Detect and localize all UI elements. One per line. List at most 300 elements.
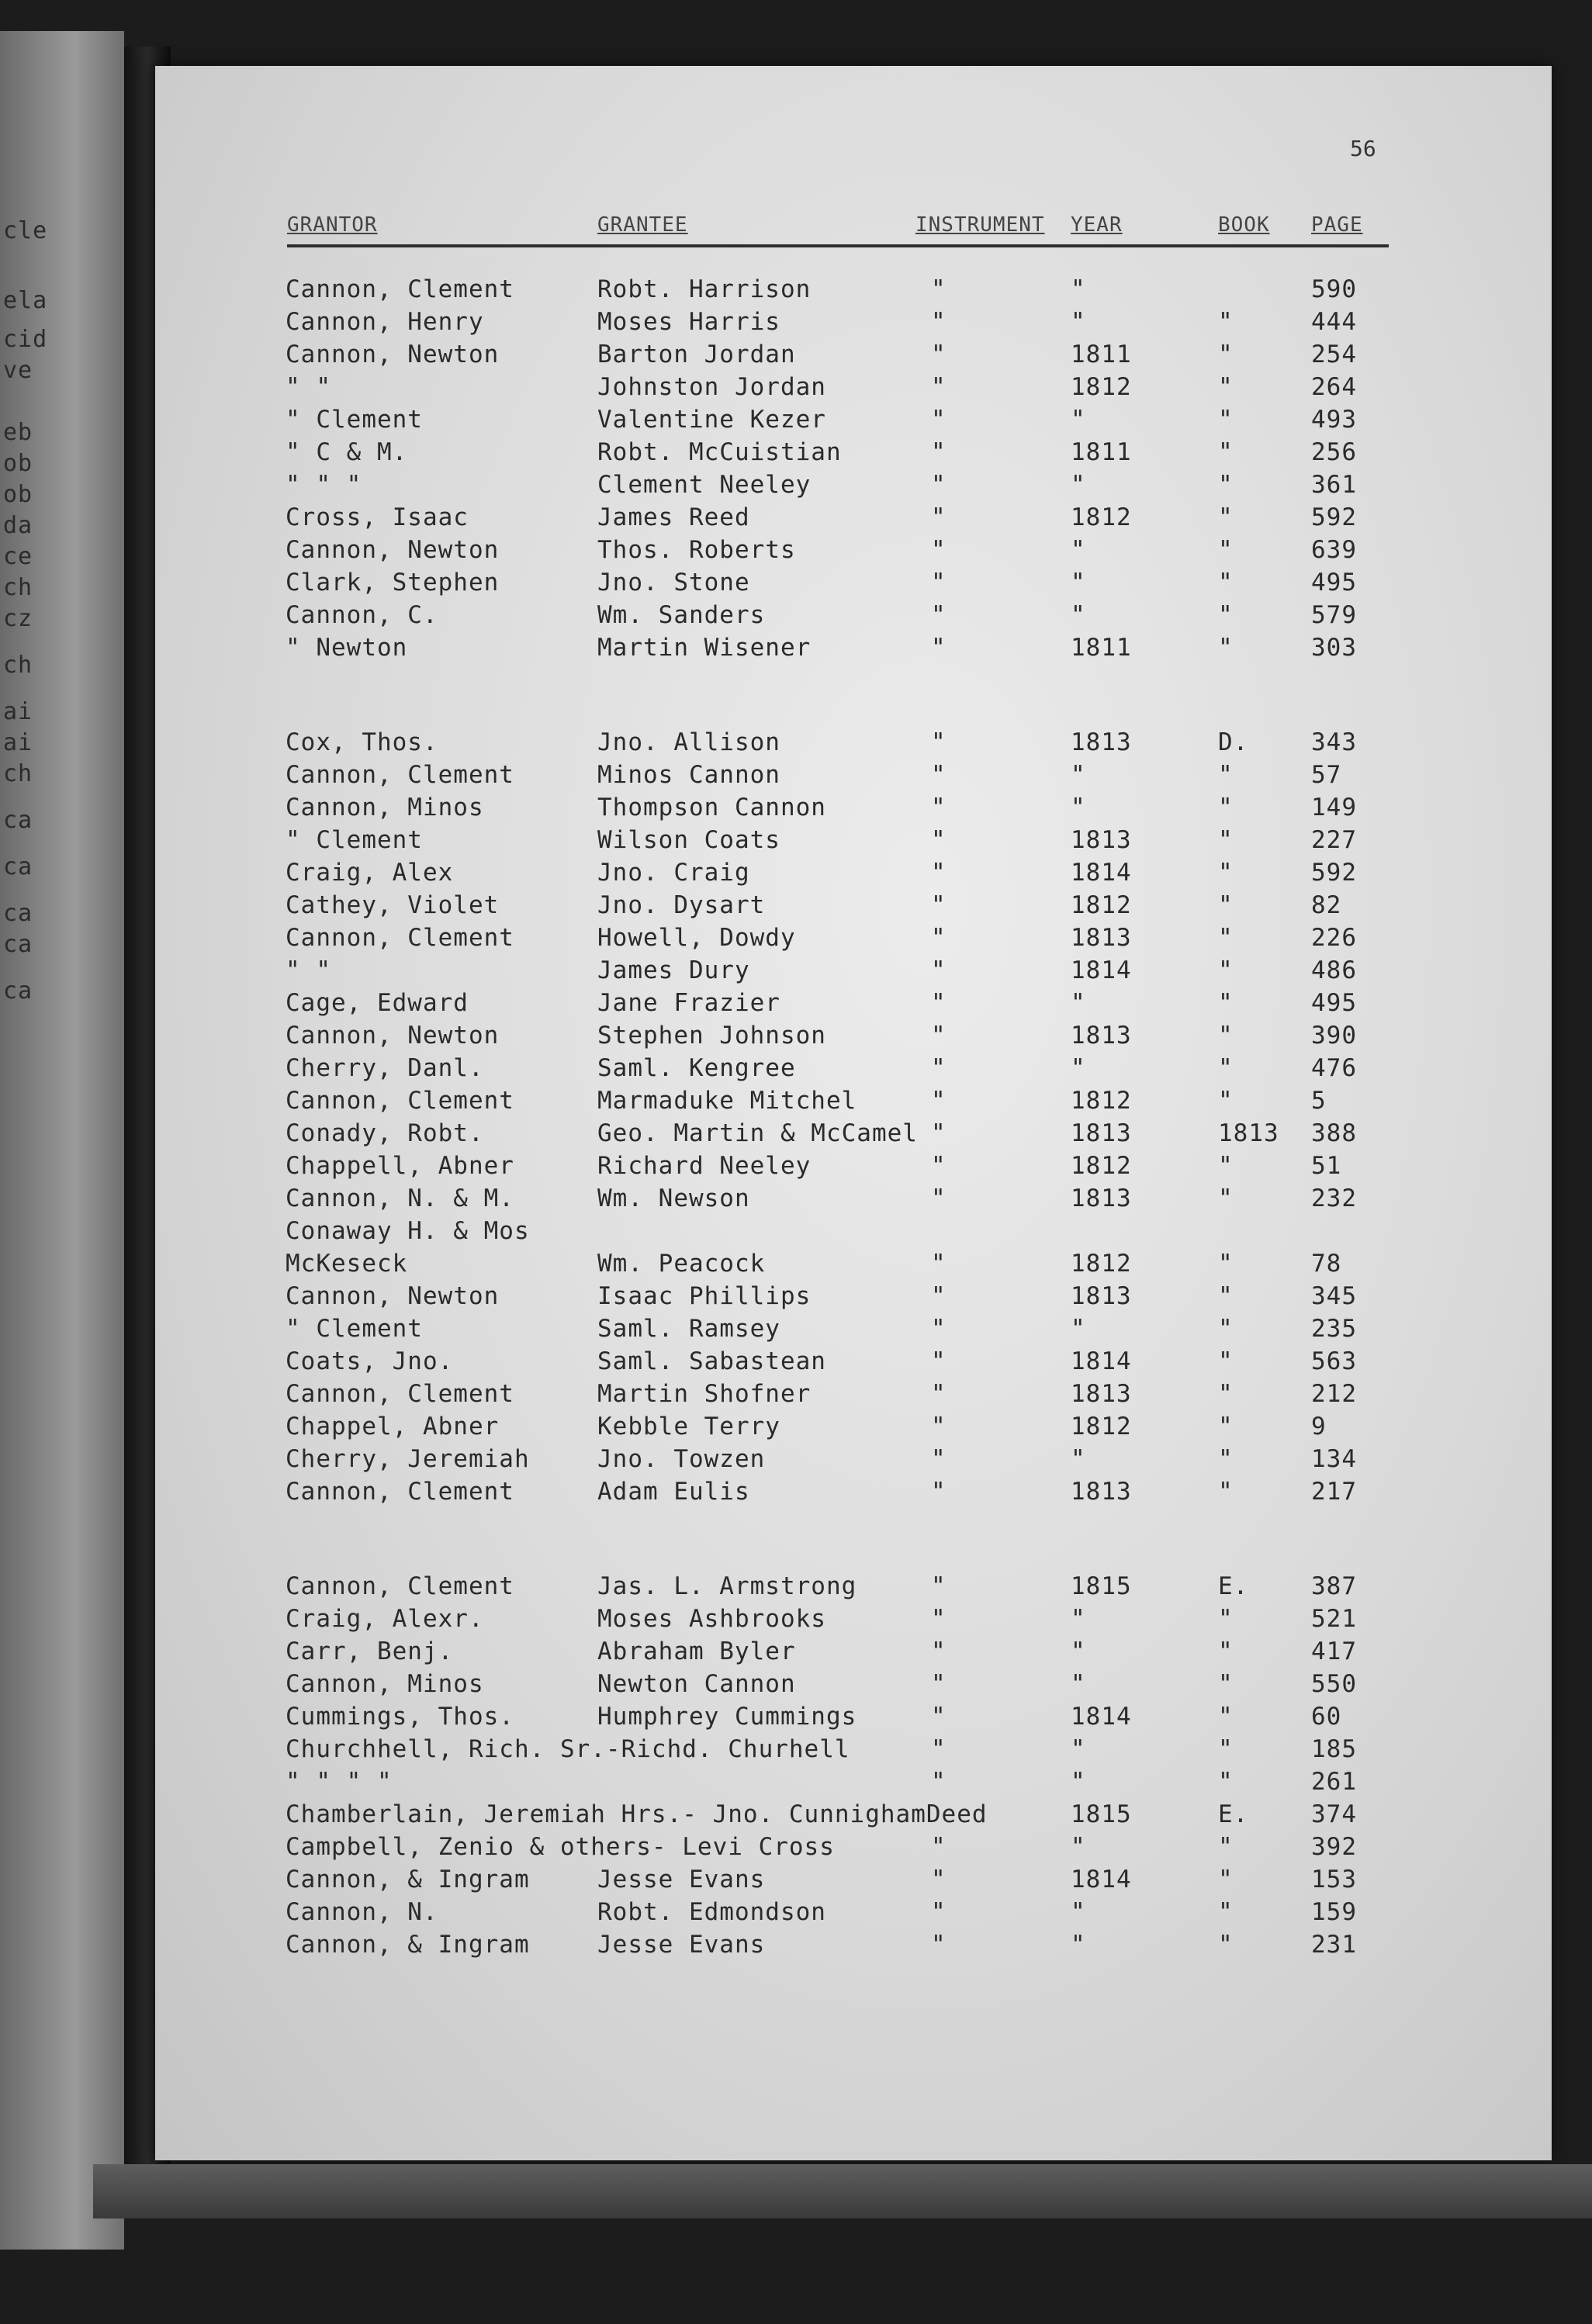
grantor-cell: Cherry, Jeremiah — [286, 1445, 530, 1473]
page-cell: 444 — [1311, 308, 1357, 336]
grantee-cell: Adam Eulis — [597, 1478, 750, 1506]
grantor-cell: Cannon, Clement — [286, 275, 514, 303]
grantee-cell: Humphrey Cummings — [597, 1703, 857, 1731]
instrument-cell: " — [931, 601, 947, 629]
grantor-cell: Cannon, & Ingram — [286, 1866, 530, 1893]
table-row — [155, 1768, 1552, 1799]
table-row — [155, 1022, 1552, 1053]
table-row — [155, 471, 1552, 502]
grantee-cell: Wm. Peacock — [597, 1250, 766, 1278]
grantor-cell: " " — [286, 373, 331, 401]
grantor-cell: Conaway H. & Mos — [286, 1217, 530, 1245]
book-cell: E. — [1218, 1572, 1249, 1600]
instrument-cell: " — [931, 1347, 947, 1375]
table-row — [155, 1054, 1552, 1085]
instrument-cell: " — [931, 1380, 947, 1408]
book-cell: " — [1218, 503, 1234, 531]
grantor-cell: Cannon, Newton — [286, 1022, 500, 1050]
grantor-cell: " Newton — [286, 634, 408, 662]
book-cell: " — [1218, 1152, 1234, 1180]
grantee-cell: Jno. Towzen — [597, 1445, 766, 1473]
grantor-cell: Cannon, Clement — [286, 924, 514, 952]
table-row — [155, 826, 1552, 857]
page-cell: 495 — [1311, 989, 1357, 1017]
page-cell: 134 — [1311, 1445, 1357, 1473]
grantee-cell: Martin Wisener — [597, 634, 812, 662]
table-row — [155, 1898, 1552, 1929]
year-cell: 1815 — [1071, 1572, 1132, 1600]
instrument-cell: " — [931, 1250, 947, 1278]
table-row — [155, 536, 1552, 567]
table-row — [155, 406, 1552, 437]
year-cell: 1815 — [1071, 1800, 1132, 1828]
year-cell: 1812 — [1071, 1413, 1132, 1440]
grantor-cell: " Clement — [286, 826, 423, 854]
table-row — [155, 1866, 1552, 1897]
grantor-cell: McKeseck — [286, 1250, 408, 1278]
grantor-cell: Conady, Robt. — [286, 1119, 484, 1147]
table-row — [155, 308, 1552, 339]
grantee-cell: Johnston Jordan — [597, 373, 826, 401]
table-row — [155, 1152, 1552, 1183]
year-cell: " — [1071, 1605, 1086, 1633]
instrument-cell: " — [931, 373, 947, 401]
grantor-cell: Cummings, Thos. — [286, 1703, 514, 1731]
book-cell: " — [1218, 761, 1234, 789]
year-cell: 1813 — [1071, 728, 1132, 756]
grantee-cell: Valentine Kezer — [597, 406, 826, 434]
grantee-cell: Howell, Dowdy — [597, 924, 796, 952]
instrument-cell: " — [931, 308, 947, 336]
grantor-cell: Cannon, Clement — [286, 1087, 514, 1115]
header-grantee: GRANTEE — [597, 213, 688, 237]
year-cell: " — [1071, 406, 1086, 434]
grantee-cell: Jane Frazier — [597, 989, 780, 1017]
book-cell: " — [1218, 1605, 1234, 1633]
page-cell: 212 — [1311, 1380, 1357, 1408]
grantor-cell: Cannon, Minos — [286, 794, 484, 821]
table-row — [155, 1413, 1552, 1444]
page-cell: 495 — [1311, 569, 1357, 597]
book-cell: " — [1218, 1054, 1234, 1082]
grantor-cell: Cage, Edward — [286, 989, 469, 1017]
table-row — [155, 1703, 1552, 1734]
instrument-cell: " — [931, 859, 947, 887]
table-row — [155, 503, 1552, 534]
grantor-cell: Craig, Alexr. — [286, 1605, 484, 1633]
book-cell: " — [1218, 1250, 1234, 1278]
book-cell: " — [1218, 1670, 1234, 1698]
page-cell: 345 — [1311, 1282, 1357, 1310]
instrument-cell: " — [931, 891, 947, 919]
page-cell: 9 — [1311, 1413, 1327, 1440]
book-cell: D. — [1218, 728, 1249, 756]
grantor-cell: Cannon, Clement — [286, 1478, 514, 1506]
grantee-cell: Jno. Craig — [597, 859, 750, 887]
table-row — [155, 794, 1552, 825]
year-cell: 1813 — [1071, 1478, 1132, 1506]
instrument-cell: " — [931, 1119, 947, 1147]
header-book: BOOK — [1218, 213, 1270, 237]
header-year: YEAR — [1071, 213, 1123, 237]
instrument-cell: " — [931, 1931, 947, 1959]
left-page-text-fragment: ai — [3, 698, 33, 725]
page-cell: 5 — [1311, 1087, 1327, 1115]
grantee-cell: Jno. Allison — [597, 728, 780, 756]
grantor-cell: Coats, Jno. — [286, 1347, 454, 1375]
instrument-cell: " — [931, 1445, 947, 1473]
book-cell: " — [1218, 1184, 1234, 1212]
table-row — [155, 1638, 1552, 1669]
header-page: PAGE — [1311, 213, 1363, 237]
left-page-text-fragment: ca — [3, 977, 33, 1005]
page-cell: 563 — [1311, 1347, 1357, 1375]
instrument-cell: " — [931, 924, 947, 952]
grantor-cell: Cannon, Minos — [286, 1670, 484, 1698]
grantee-cell: Geo. Martin & McCamel — [597, 1119, 918, 1147]
instrument-cell: " — [931, 989, 947, 1017]
page-cell: 226 — [1311, 924, 1357, 952]
page-cell: 361 — [1311, 471, 1357, 499]
grantor-cell: Cannon, Clement — [286, 1380, 514, 1408]
book-cell: " — [1218, 1735, 1234, 1763]
year-cell: 1813 — [1071, 826, 1132, 854]
instrument-cell: " — [931, 1898, 947, 1926]
book-cell: " — [1218, 373, 1234, 401]
table-row — [155, 438, 1552, 469]
year-cell: 1812 — [1071, 1087, 1132, 1115]
grantor-cell: Cannon, Clement — [286, 761, 514, 789]
table-row — [155, 1931, 1552, 1962]
column-header-row — [287, 213, 1389, 247]
instrument-cell: " — [931, 1087, 947, 1115]
grantor-cell: Clark, Stephen — [286, 569, 500, 597]
page-cell: 149 — [1311, 794, 1357, 821]
book-cell: " — [1218, 438, 1234, 466]
instrument-cell: " — [931, 1184, 947, 1212]
grantee-cell: Minos Cannon — [597, 761, 780, 789]
book-cell: E. — [1218, 1800, 1249, 1828]
grantee-cell: Martin Shofner — [597, 1380, 812, 1408]
book-cell: " — [1218, 794, 1234, 821]
grantee-cell: Wm. Sanders — [597, 601, 766, 629]
grantor-cell: Cannon, N. & M. — [286, 1184, 514, 1212]
year-cell: " — [1071, 471, 1086, 499]
instrument-cell: " — [931, 1478, 947, 1506]
year-cell: 1813 — [1071, 1022, 1132, 1050]
instrument-cell: " — [931, 438, 947, 466]
year-cell: 1813 — [1071, 1282, 1132, 1310]
instrument-cell: " — [931, 1152, 947, 1180]
page-cell: 185 — [1311, 1735, 1357, 1763]
grantee-cell: Robt. Harrison — [597, 275, 812, 303]
left-page-text-fragment: cid — [3, 326, 48, 353]
page-cell: 521 — [1311, 1605, 1357, 1633]
grantor-cell: " Clement — [286, 406, 423, 434]
instrument-cell: " — [931, 1833, 947, 1861]
book-cell: " — [1218, 471, 1234, 499]
table-row — [155, 891, 1552, 922]
year-cell: 1813 — [1071, 1380, 1132, 1408]
instrument-cell: " — [931, 1572, 947, 1600]
book-cell: " — [1218, 1445, 1234, 1473]
page-cell: 82 — [1311, 891, 1342, 919]
grantee-cell: Wilson Coats — [597, 826, 780, 854]
table-row — [155, 1445, 1552, 1476]
table-row — [155, 1282, 1552, 1313]
grantor-cell: Churchhell, Rich. Sr.-Richd. Churhell — [286, 1735, 850, 1763]
year-cell: " — [1071, 536, 1086, 564]
page-cell: 217 — [1311, 1478, 1357, 1506]
instrument-cell: " — [931, 406, 947, 434]
grantee-cell: Richard Neeley — [597, 1152, 812, 1180]
table-row — [155, 1315, 1552, 1346]
table-row — [155, 373, 1552, 404]
grantee-cell: Jas. L. Armstrong — [597, 1572, 857, 1600]
grantee-cell: Marmaduke Mitchel — [597, 1087, 857, 1115]
grantor-cell: Cathey, Violet — [286, 891, 500, 919]
instrument-cell: " — [931, 275, 947, 303]
grantee-cell: Barton Jordan — [597, 341, 796, 368]
page-cell: 159 — [1311, 1898, 1357, 1926]
book-cell: " — [1218, 1638, 1234, 1665]
grantor-cell: Chappell, Abner — [286, 1152, 514, 1180]
year-cell: 1814 — [1071, 956, 1132, 984]
year-cell: 1811 — [1071, 634, 1132, 662]
year-cell: 1811 — [1071, 438, 1132, 466]
book-cell: " — [1218, 1347, 1234, 1375]
instrument-cell: " — [931, 569, 947, 597]
year-cell: " — [1071, 1315, 1086, 1343]
page-cell: 639 — [1311, 536, 1357, 564]
instrument-cell: " — [931, 794, 947, 821]
year-cell: " — [1071, 1670, 1086, 1698]
book-cell: " — [1218, 406, 1234, 434]
grantee-cell: Thos. Roberts — [597, 536, 796, 564]
table-row — [155, 569, 1552, 600]
year-cell: " — [1071, 989, 1086, 1017]
page-cell: 256 — [1311, 438, 1357, 466]
year-cell: " — [1071, 308, 1086, 336]
page-cell: 493 — [1311, 406, 1357, 434]
left-page-text-fragment: ca — [3, 900, 33, 927]
book-cell: " — [1218, 1931, 1234, 1959]
grantor-cell: Cannon, Clement — [286, 1572, 514, 1600]
page-cell: 374 — [1311, 1800, 1357, 1828]
book-cell: " — [1218, 1833, 1234, 1861]
book-cell: " — [1218, 891, 1234, 919]
page-cell: 387 — [1311, 1572, 1357, 1600]
grantee-cell: Jno. Dysart — [597, 891, 766, 919]
year-cell: 1812 — [1071, 373, 1132, 401]
grantee-cell: Robt. McCuistian — [597, 438, 842, 466]
instrument-cell: " — [931, 1413, 947, 1440]
grantor-cell: Cox, Thos. — [286, 728, 438, 756]
grantor-cell: " Clement — [286, 1315, 423, 1343]
table-row — [155, 634, 1552, 665]
grantor-cell: Cross, Isaac — [286, 503, 469, 531]
grantor-cell: " " " " — [286, 1768, 393, 1796]
year-cell: 1814 — [1071, 1347, 1132, 1375]
instrument-cell: " — [931, 634, 947, 662]
left-page-text-fragment: ca — [3, 931, 33, 958]
instrument-cell: " — [931, 1282, 947, 1310]
table-row — [155, 1347, 1552, 1378]
grantee-cell: Saml. Sabastean — [597, 1347, 826, 1375]
book-cell: " — [1218, 634, 1234, 662]
page-cell: 590 — [1311, 275, 1357, 303]
instrument-cell: " — [931, 1670, 947, 1698]
grantor-cell: " " — [286, 956, 331, 984]
left-page-text-fragment: cle — [3, 217, 48, 244]
instrument-cell: " — [931, 1315, 947, 1343]
book-cell: " — [1218, 1087, 1234, 1115]
page-number: 56 — [1350, 136, 1376, 161]
table-row — [155, 1184, 1552, 1216]
book-cell: " — [1218, 989, 1234, 1017]
table-row — [155, 1833, 1552, 1864]
page-cell: 78 — [1311, 1250, 1342, 1278]
year-cell: " — [1071, 275, 1086, 303]
page-cell: 417 — [1311, 1638, 1357, 1665]
book-cell: " — [1218, 956, 1234, 984]
page-cell: 261 — [1311, 1768, 1357, 1796]
table-row — [155, 1217, 1552, 1248]
grantor-cell: Cannon, & Ingram — [286, 1931, 530, 1959]
book-cell: " — [1218, 924, 1234, 952]
year-cell: " — [1071, 1054, 1086, 1082]
page-cell: 57 — [1311, 761, 1342, 789]
instrument-cell: " — [931, 341, 947, 368]
year-cell: 1813 — [1071, 1184, 1132, 1212]
left-page-text-fragment: da — [3, 512, 33, 539]
page-cell: 235 — [1311, 1315, 1357, 1343]
year-cell: " — [1071, 761, 1086, 789]
left-page-text-fragment: cz — [3, 605, 33, 632]
document-page — [155, 66, 1552, 2160]
left-page-text-fragment: ca — [3, 807, 33, 834]
year-cell: " — [1071, 1445, 1086, 1473]
left-page-text-fragment: eb — [3, 419, 33, 446]
page-cell: 51 — [1311, 1152, 1342, 1180]
header-grantor: GRANTOR — [287, 213, 378, 237]
page-cell: 592 — [1311, 859, 1357, 887]
grantor-cell: Cherry, Danl. — [286, 1054, 484, 1082]
year-cell: " — [1071, 1638, 1086, 1665]
page-cell: 579 — [1311, 601, 1357, 629]
year-cell: " — [1071, 1768, 1086, 1796]
grantor-cell: " C & M. — [286, 438, 408, 466]
year-cell: 1813 — [1071, 1119, 1132, 1147]
year-cell: 1814 — [1071, 859, 1132, 887]
grantee-cell: James Dury — [597, 956, 750, 984]
book-cell: " — [1218, 308, 1234, 336]
grantor-cell: Craig, Alex — [286, 859, 454, 887]
table-row — [155, 1735, 1552, 1766]
book-cell: " — [1218, 536, 1234, 564]
book-cell: " — [1218, 569, 1234, 597]
instrument-cell: " — [931, 1054, 947, 1082]
instrument-cell: " — [931, 1703, 947, 1731]
table-row — [155, 1380, 1552, 1411]
table-row — [155, 989, 1552, 1020]
header-instrument: INSTRUMENT — [915, 213, 1045, 237]
page-cell: 303 — [1311, 634, 1357, 662]
grantee-cell: James Reed — [597, 503, 750, 531]
page-bottom-edge — [93, 2164, 1592, 2219]
grantee-cell: Saml. Ramsey — [597, 1315, 780, 1343]
page-cell: 343 — [1311, 728, 1357, 756]
grantee-cell: Abraham Byler — [597, 1638, 796, 1665]
table-row — [155, 924, 1552, 955]
book-cell: " — [1218, 826, 1234, 854]
grantee-cell: Robt. Edmondson — [597, 1898, 826, 1926]
grantee-cell: Kebble Terry — [597, 1413, 780, 1440]
grantor-cell: Campbell, Zenio & others- Levi Cross — [286, 1833, 835, 1861]
instrument-cell: " — [931, 761, 947, 789]
table-row — [155, 1087, 1552, 1118]
grantee-cell: Clement Neeley — [597, 471, 812, 499]
book-cell: " — [1218, 601, 1234, 629]
left-page-text-fragment: ch — [3, 652, 33, 679]
grantor-cell: " " " — [286, 471, 362, 499]
grantor-cell: Cannon, Newton — [286, 341, 500, 368]
year-cell: 1814 — [1071, 1866, 1132, 1893]
page-cell: 264 — [1311, 373, 1357, 401]
table-row — [155, 728, 1552, 759]
left-page-text-fragment: ela — [3, 287, 48, 314]
instrument-cell: " — [931, 956, 947, 984]
instrument-cell: " — [931, 536, 947, 564]
page-cell: 550 — [1311, 1670, 1357, 1698]
book-cell: " — [1218, 1315, 1234, 1343]
year-cell: 1812 — [1071, 1152, 1132, 1180]
instrument-cell: " — [931, 503, 947, 531]
grantee-cell: Jno. Stone — [597, 569, 750, 597]
table-row — [155, 1572, 1552, 1603]
book-cell: " — [1218, 1768, 1234, 1796]
book-cell: " — [1218, 859, 1234, 887]
grantor-cell: Carr, Benj. — [286, 1638, 454, 1665]
table-row — [155, 341, 1552, 372]
book-cell: 1813 — [1218, 1119, 1279, 1147]
table-row — [155, 1800, 1552, 1831]
table-row — [155, 761, 1552, 792]
grantee-cell: Jesse Evans — [597, 1931, 766, 1959]
book-cell: " — [1218, 1898, 1234, 1926]
instrument-cell: " — [931, 1768, 947, 1796]
year-cell: " — [1071, 1833, 1086, 1861]
left-page-text-fragment: ob — [3, 481, 33, 508]
year-cell: " — [1071, 1931, 1086, 1959]
adjacent-page-strip — [0, 31, 124, 2250]
book-cell: " — [1218, 1282, 1234, 1310]
instrument-cell: " — [931, 471, 947, 499]
grantee-cell: Moses Harris — [597, 308, 780, 336]
instrument-cell: " — [931, 1022, 947, 1050]
grantee-cell: Stephen Johnson — [597, 1022, 826, 1050]
grantee-cell: Thompson Cannon — [597, 794, 826, 821]
book-cell: " — [1218, 1413, 1234, 1440]
grantor-cell: Cannon, Newton — [286, 1282, 500, 1310]
table-row — [155, 859, 1552, 890]
book-cell: " — [1218, 1703, 1234, 1731]
page-cell: 232 — [1311, 1184, 1357, 1212]
grantee-cell: Wm. Newson — [597, 1184, 750, 1212]
page-cell: 388 — [1311, 1119, 1357, 1147]
year-cell: " — [1071, 601, 1086, 629]
instrument-cell: " — [931, 1866, 947, 1893]
